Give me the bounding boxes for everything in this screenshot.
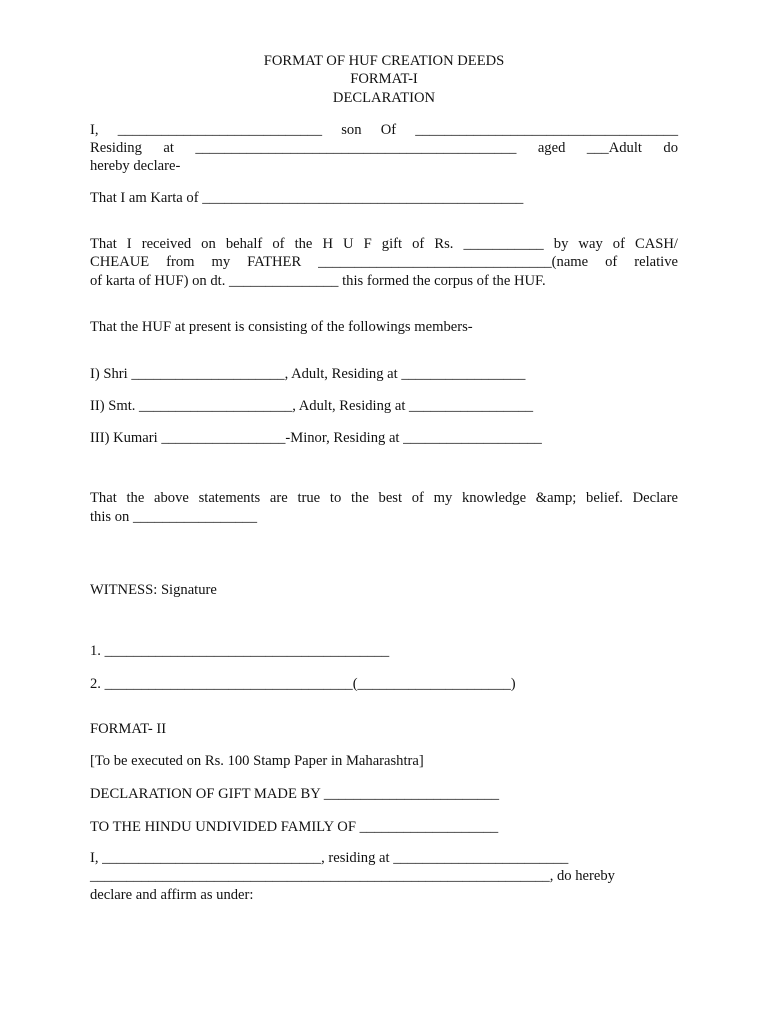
family-of-line: TO THE HINDU UNDIVIDED FAMILY OF ___________________ [90, 819, 499, 835]
intro-line-2: Residing at ____________________________________________ aged ___Adult do [90, 140, 678, 156]
member-line-1: I) Shri _____________________, Adult, Residing at _________________ [90, 366, 526, 382]
statement-line-1: That the above statements are true to the best of my knowledge &amp; belief. Declare [90, 490, 678, 506]
format-label: FORMAT-I [350, 71, 418, 87]
gift-line-1: That I received on behalf of the H U F gift of Rs. ___________ by way of CASH/ [90, 236, 678, 252]
witness-line-1: 1. _______________________________________ [90, 643, 390, 659]
gift-by-line: DECLARATION OF GIFT MADE BY ________________________ [90, 786, 500, 802]
format-2-title: FORMAT- II [90, 721, 167, 737]
declare-line-3: declare and affirm as under: [90, 887, 254, 903]
intro-line-1: I, ____________________________ son Of ____________________________________ [90, 122, 678, 138]
gift-line-2: CHEAUE from my FATHER ________________________________(name of relative [90, 254, 678, 270]
stamp-note: [To be executed on Rs. 100 Stamp Paper in Maharashtra] [90, 753, 424, 769]
gift-line-3: of karta of HUF) on dt. _______________ this formed the corpus of the HUF. [90, 273, 546, 289]
document-title: FORMAT OF HUF CREATION DEEDS [263, 53, 505, 69]
member-line-2: II) Smt. _____________________, Adult, Residing at _________________ [90, 398, 534, 414]
declaration-heading: DECLARATION [332, 90, 436, 106]
witness-heading: WITNESS: Signature [90, 582, 217, 598]
members-intro: That the HUF at present is consisting of the followings members- [90, 319, 473, 335]
witness-line-2: 2. __________________________________(_____________________) [90, 676, 516, 692]
statement-line-2: this on _________________ [90, 509, 258, 525]
member-line-3: III) Kumari _________________-Minor, Residing at ___________________ [90, 430, 542, 446]
intro-line-3: hereby declare- [90, 158, 181, 174]
declare-line-1: I, ______________________________, residing at ________________________ [90, 850, 569, 866]
declare-line-2: _______________________________________________________________, do hereby [90, 868, 615, 884]
karta-line: That I am Karta of ____________________________________________ [90, 190, 524, 206]
